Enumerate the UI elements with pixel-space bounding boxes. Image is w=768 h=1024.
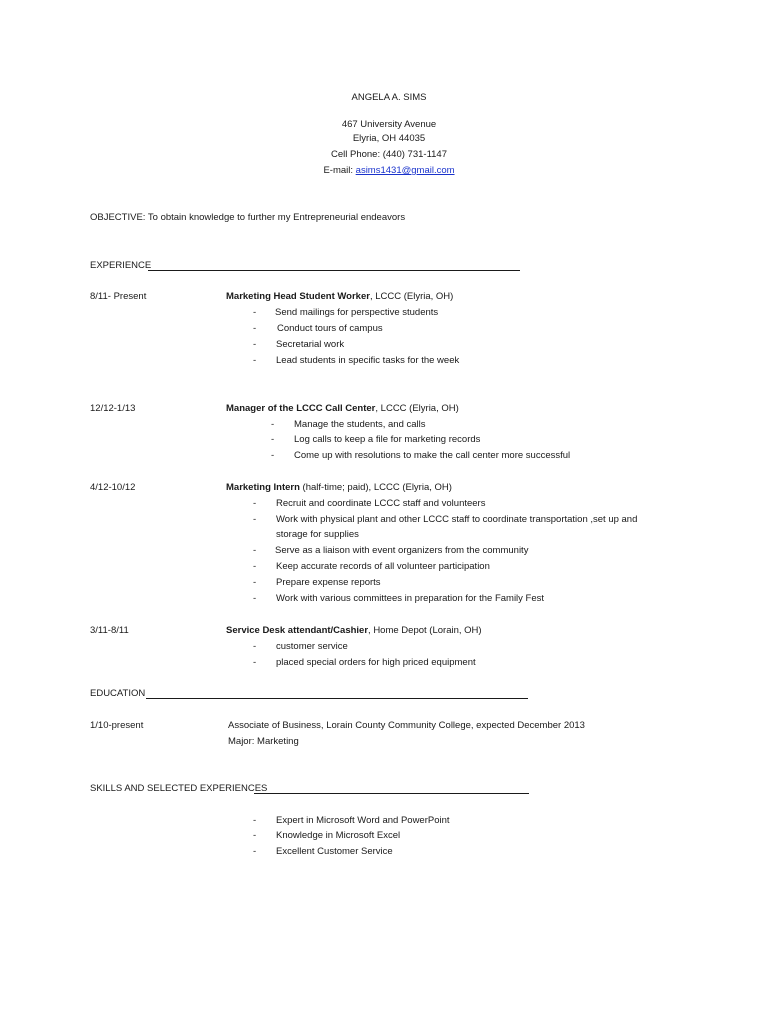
job-1-bullet-2: Conduct tours of campus (277, 323, 383, 334)
job-3-bullet-6: Work with various committees in preparation for the Family Fest (276, 593, 545, 604)
job-1-bullet-3: Secretarial work (276, 339, 345, 350)
bullet-dash: - (253, 561, 257, 572)
bullet-dash: - (253, 355, 257, 366)
bullet-dash: - (271, 450, 275, 461)
job-2-dates: 12/12-1/13 (90, 403, 136, 414)
job-1-dates: 8/11- Present (90, 291, 147, 302)
education-degree: Associate of Business, Lorain County Community College, expected December 2013 (228, 720, 585, 731)
job-2-org: , LCCC (Elyria, OH) (375, 403, 459, 414)
job-4-bullet-1: customer service (276, 641, 348, 652)
skills-underline (254, 793, 529, 794)
job-2-title: Manager of the LCCC Call Center (226, 403, 376, 414)
job-3-bullet-3: Serve as a liaison with event organizers from the community (275, 545, 529, 556)
job-4-bullet-2: placed special orders for high priced equipment (276, 657, 476, 668)
skill-item-1: Expert in Microsoft Word and PowerPoint (276, 815, 450, 826)
job-4-header (226, 625, 482, 637)
job-3-bullet-2-cont: storage for supplies (276, 529, 359, 540)
job-4-dates: 3/11-8/11 (90, 625, 129, 636)
bullet-dash: - (253, 657, 257, 668)
education-dates: 1/10-present (90, 720, 144, 731)
bullet-dash: - (271, 419, 275, 430)
job-1-header (226, 291, 453, 303)
bullet-dash: - (253, 514, 257, 525)
job-3-bullet-4: Keep accurate records of all volunteer participation (276, 561, 490, 572)
bullet-dash: - (253, 641, 257, 652)
experience-underline (148, 270, 520, 271)
job-2-bullet-2: Log calls to keep a file for marketing records (294, 434, 481, 445)
job-3-dates: 4/12-10/12 (90, 482, 136, 493)
bullet-dash: - (253, 498, 257, 509)
job-4-title: Service Desk attendant/Cashier (226, 625, 369, 636)
job-2-bullet-3: Come up with resolutions to make the call center more successful (294, 450, 571, 461)
skills-heading: SKILLS AND SELECTED EXPERIENCES (90, 783, 268, 794)
job-1-org: , LCCC (Elyria, OH) (369, 291, 454, 302)
bullet-dash: - (271, 434, 275, 445)
job-1-bullet-4: Lead students in specific tasks for the week (276, 355, 460, 366)
job-3-bullet-1: Recruit and coordinate LCCC staff and volunteers (276, 498, 486, 509)
education-major: Major: Marketing (228, 736, 299, 747)
bullet-dash: - (253, 577, 257, 588)
bullet-dash: - (253, 815, 257, 826)
phone-number: Cell Phone: (440) 731-1147 (330, 149, 447, 160)
email-label: E-mail: (323, 165, 354, 176)
address-line-1: 467 University Avenue (341, 119, 437, 130)
job-1-title: Marketing Head Student Worker (226, 291, 370, 302)
job-4-org: , Home Depot (Lorain, OH) (368, 625, 482, 636)
bullet-dash: - (253, 593, 257, 604)
bullet-dash: - (253, 545, 257, 556)
job-3-title: Marketing Intern (226, 482, 300, 493)
experience-heading: EXPERIENCE (90, 260, 152, 271)
education-heading: EDUCATION (90, 688, 146, 699)
bullet-dash: - (253, 339, 257, 350)
job-3-bullet-5: Prepare expense reports (276, 577, 381, 588)
skill-item-3: Excellent Customer Service (276, 846, 393, 857)
bullet-dash: - (253, 307, 257, 318)
address-line-2: Elyria, OH 44035 (352, 133, 426, 144)
email-link[interactable]: asims1431@gmail.com (355, 165, 455, 176)
bullet-dash: - (253, 846, 257, 857)
objective: OBJECTIVE: To obtain knowledge to further my Entrepreneurial endeavors (90, 212, 406, 223)
education-underline (146, 698, 528, 699)
candidate-name: ANGELA A. SIMS (351, 92, 427, 103)
skill-item-2: Knowledge in Microsoft Excel (276, 830, 401, 841)
bullet-dash: - (253, 830, 257, 841)
job-3-bullet-2: Work with physical plant and other LCCC staff to coordinate transportation ,set up and (276, 514, 638, 525)
job-2-header (226, 403, 459, 415)
job-3-header (226, 482, 452, 494)
email-line (0, 165, 768, 177)
job-2-bullet-1: Manage the students, and calls (294, 419, 426, 430)
job-1-bullet-1: Send mailings for perspective students (275, 307, 439, 318)
bullet-dash: - (253, 323, 257, 334)
job-3-org: (half-time; paid), LCCC (Elyria, OH) (299, 482, 452, 493)
